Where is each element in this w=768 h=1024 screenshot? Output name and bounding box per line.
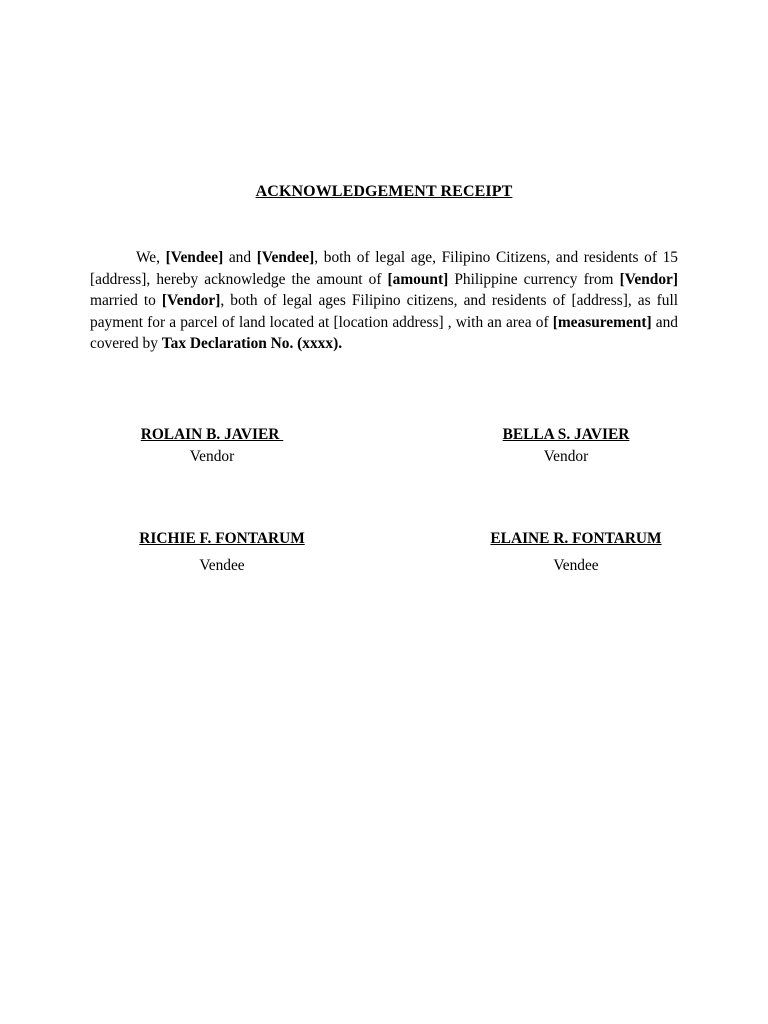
signature-block-vendor-1	[124, 426, 300, 466]
vendor-placeholder: [Vendor]	[619, 270, 678, 288]
signatory-name: BELLA S. JAVIER	[502, 426, 630, 443]
signatory-name: ROLAIN B. JAVIER	[140, 426, 284, 443]
signature-block-vendee-1	[124, 530, 320, 575]
vendor-placeholder: [Vendor]	[161, 292, 221, 309]
signatory-name: ELAINE R. FONTARUM	[490, 530, 662, 547]
signatory-role: Vendor	[189, 448, 235, 465]
paragraph-text: Philippine currency from	[448, 270, 620, 288]
vendee-placeholder: [Vendee]	[165, 249, 224, 266]
paragraph-text: , both of legal ages Filipino citizens, and residents of [address], as full payment for a parcel of land located at [location address] , with an area of	[90, 292, 678, 331]
vendee-placeholder: [Vendee]	[256, 249, 315, 266]
signatory-role: Vendee	[553, 557, 599, 574]
paragraph-text: married to	[90, 292, 162, 309]
body-paragraph	[90, 247, 678, 355]
amount-placeholder: [amount]	[387, 270, 449, 288]
signature-block-vendee-2	[476, 530, 676, 575]
tax-declaration-reference: Tax Declaration No. (xxxx).	[161, 335, 343, 352]
signatory-name: RICHIE F. FONTARUM	[139, 530, 305, 547]
measurement-placeholder: [measurement]	[552, 313, 652, 331]
paragraph-text: , both of legal age, Filipino Citizens, and residents of 15 [address], hereby acknowledge the amount of	[90, 249, 678, 288]
document-title: ACKNOWLEDGEMENT RECEIPT	[255, 183, 513, 200]
signatory-role: Vendee	[199, 557, 245, 574]
signature-block-vendor-2	[480, 426, 652, 466]
paragraph-text: and	[223, 249, 257, 266]
paragraph-text: We,	[136, 249, 166, 266]
signatory-role: Vendor	[543, 448, 589, 465]
paragraph-text: and covered by	[90, 313, 678, 352]
